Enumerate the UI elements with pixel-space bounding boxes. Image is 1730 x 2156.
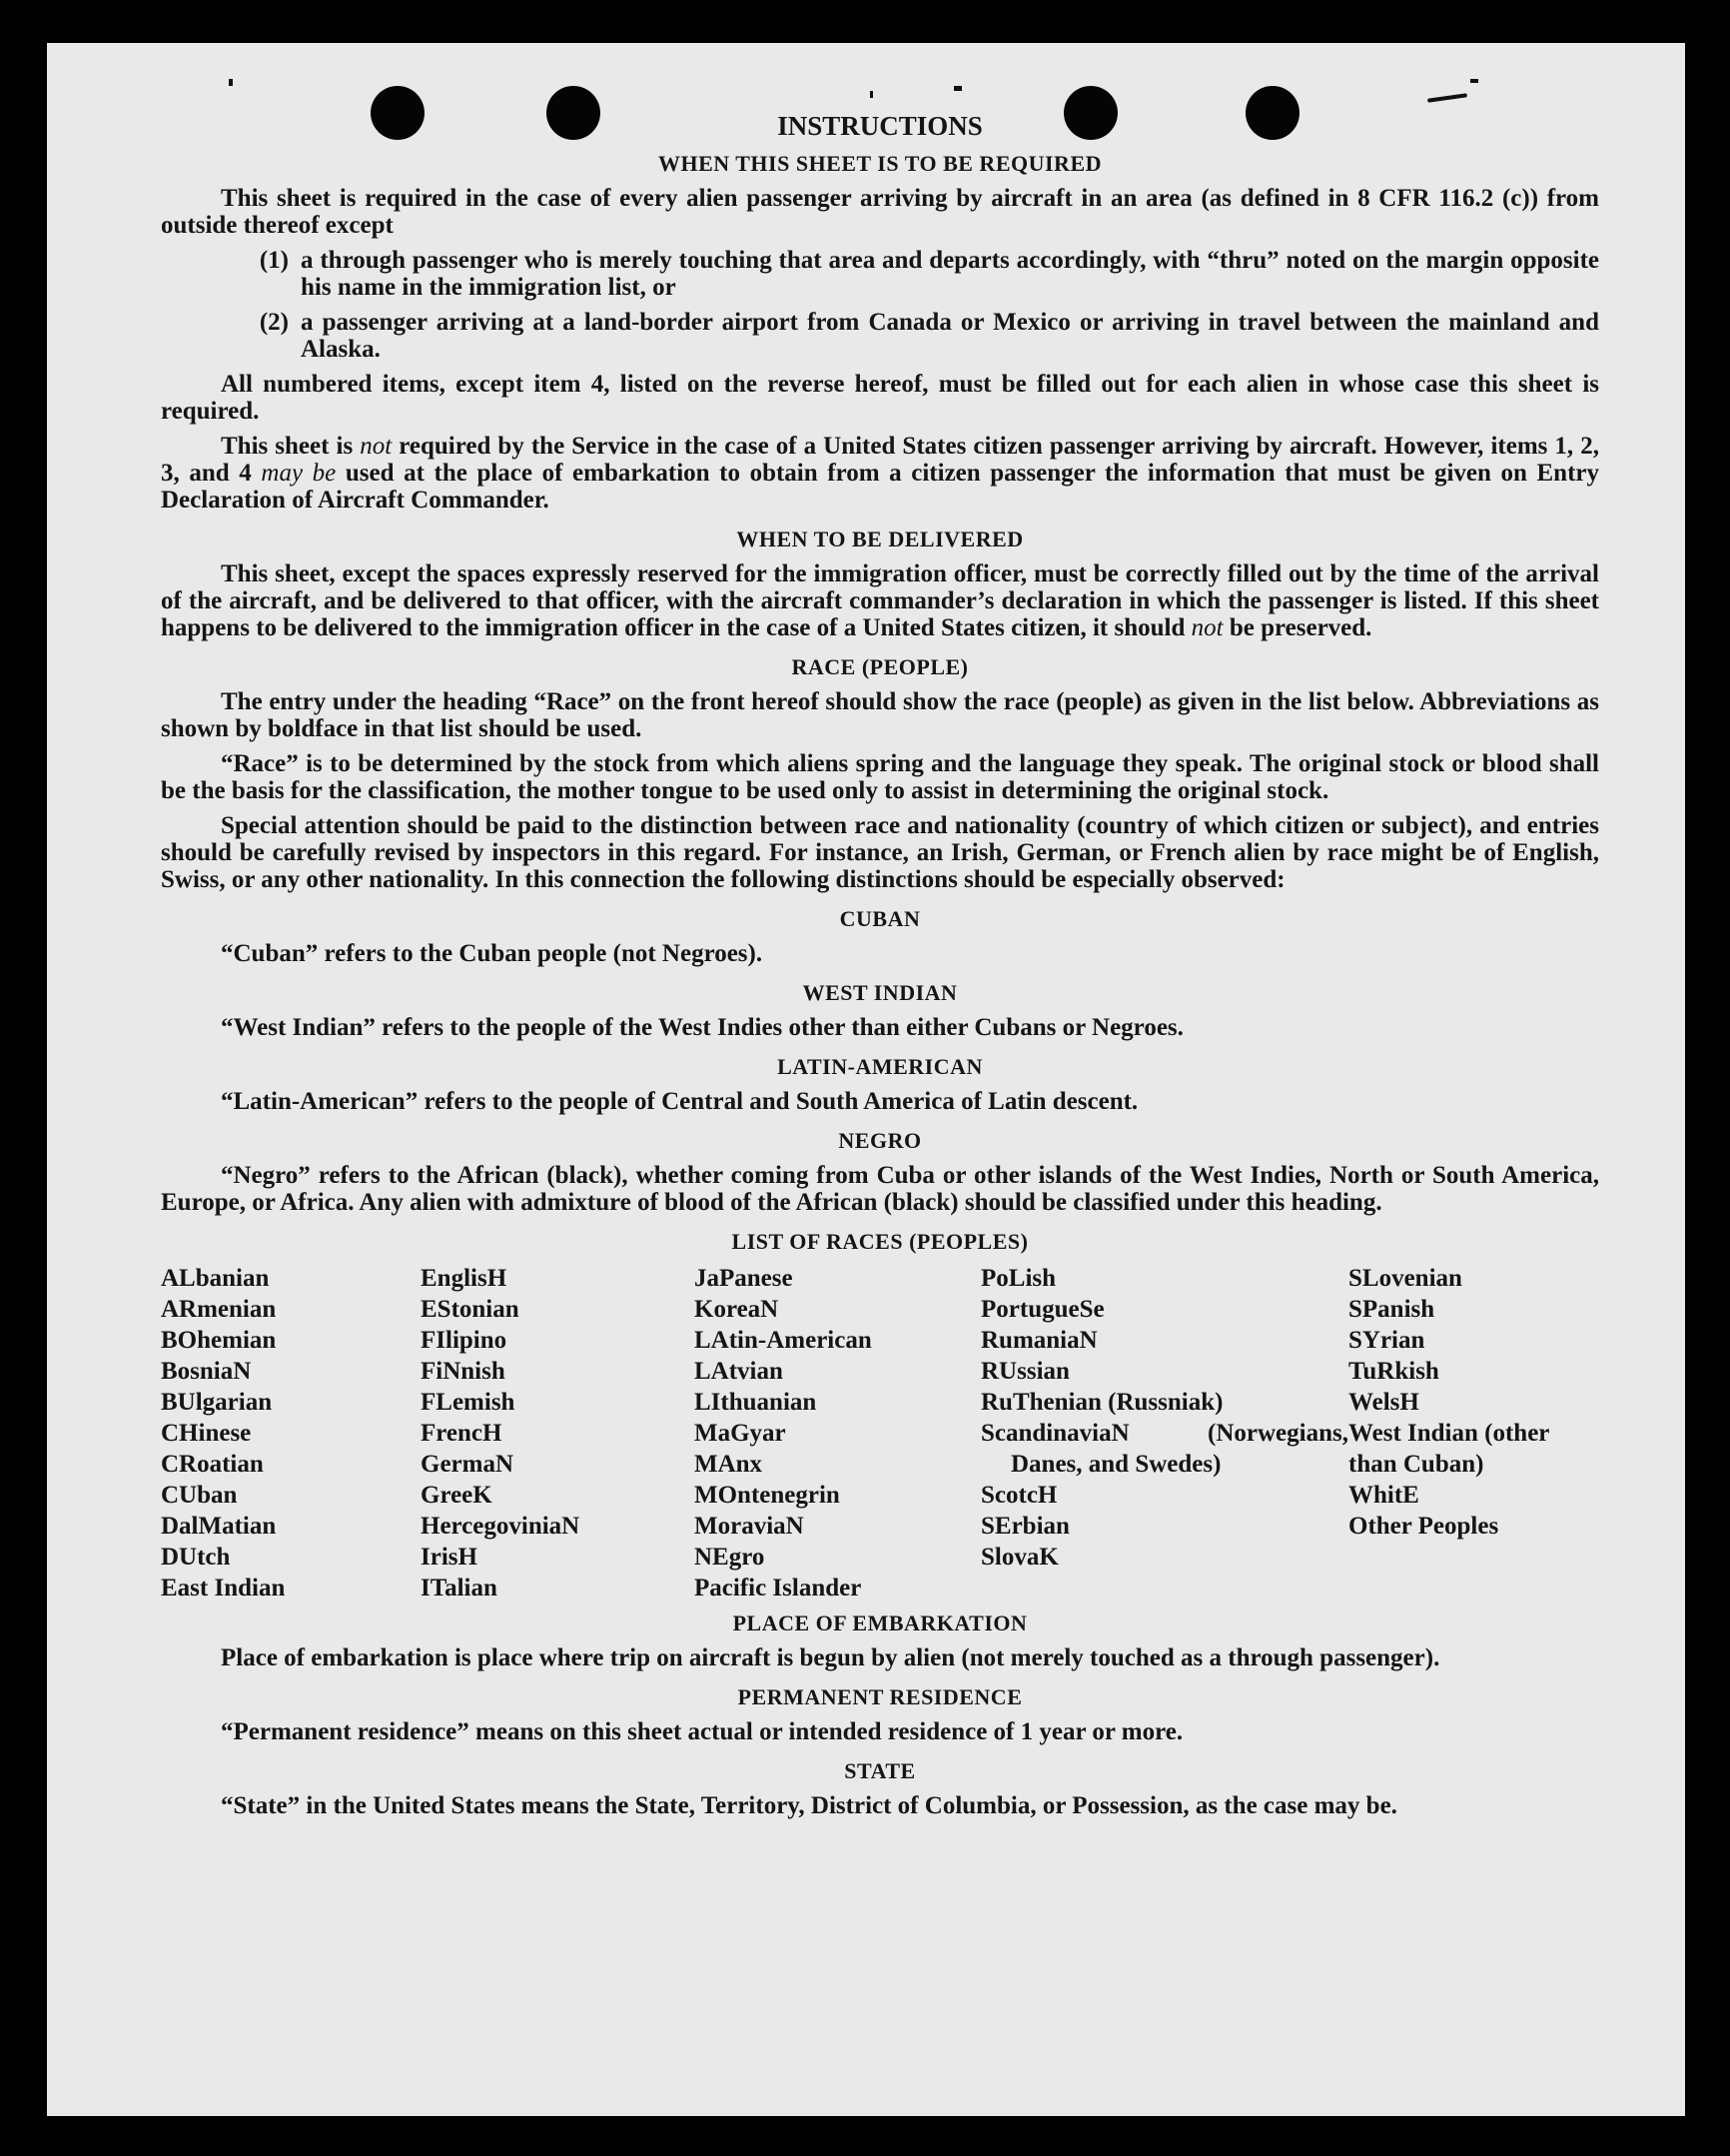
race-item: EnglisH [421,1265,507,1292]
race-item: WhitE [1348,1482,1419,1509]
section-heading-latin-american: LATIN-AMERICAN [777,1054,983,1079]
race-item: GreeK [421,1482,492,1509]
race-item: DalMatian [161,1513,277,1540]
race-item: TuRkish [1348,1358,1439,1385]
print-speck [954,86,962,91]
race-item: BOhemian [161,1327,277,1354]
cuban-definition: “Cuban” refers to the Cuban people (not Negroes). [221,940,763,967]
west-indian-definition: “West Indian” refers to the people of the West Indies other than either Cubans or Negroes. [221,1014,1184,1041]
race-item: CRoatian [161,1451,264,1478]
race-item: KoreaN [694,1296,779,1323]
section-heading-west-indian: WEST INDIAN [802,980,958,1005]
race-item: CHinese [161,1420,252,1447]
page-title: INSTRUCTIONS [777,111,983,141]
race-item: IrisH [421,1544,477,1571]
race-item: MAnx [694,1451,763,1478]
section-heading-delivered: WHEN TO BE DELIVERED [736,527,1024,551]
race-item: MaGyar [694,1420,786,1447]
race-item: LAtvian [694,1358,783,1385]
negro-definition: “Negro” refers to the African (black), whether coming from Cuba or other islands of the West Indies, North or South America, Europe, or Africa. Any alien with admixture of blood of the African (black) should be classified under this heading. [161,1162,1599,1216]
race-item: WelsH [1348,1389,1419,1416]
race-item: RUssian [981,1358,1070,1385]
race-item: EStonian [421,1296,519,1323]
race-item: FIlipino [421,1327,507,1354]
section-heading-residence: PERMANENT RESIDENCE [737,1684,1023,1709]
race-item: BUlgarian [161,1389,273,1416]
race-item: SLovenian [1348,1265,1462,1292]
exception-item: (2) a passenger arriving at a land-border airport from Canada or Mexico or arriving in travel between the mainland and Alaska. [259,309,1599,363]
race-item: ScotcH [981,1482,1058,1509]
race-item: ALbanian [161,1265,270,1292]
instructions-text [161,113,1599,1827]
race-item: NEgro [694,1544,765,1571]
section-heading-cuban: CUBAN [839,906,921,931]
race-item: ITalian [421,1575,497,1602]
section-heading-required: WHEN THIS SHEET IS TO BE REQUIRED [657,151,1103,176]
race-item: FrencH [421,1420,502,1447]
race-item: FLemish [421,1389,515,1416]
residence-definition: “Permanent residence” means on this sheet actual or intended residence of 1 year or more. [221,1718,1184,1745]
latin-american-definition: “Latin-American” refers to the people of Central and South America of Latin descent. [221,1088,1139,1115]
race-item: PoLish [981,1265,1057,1292]
document-page [47,43,1685,2116]
embarkation-definition: Place of embarkation is place where trip on aircraft is begun by alien (not merely touched as a through passenger). [221,1644,1440,1671]
races-column [694,1263,981,1604]
race-item: SlovaK [981,1544,1059,1571]
races-column [421,1263,694,1604]
race-item: ScandinaviaN (Norwegians, Danes, and Swedes) [981,1420,1348,1478]
race-paragraph: The entry under the heading “Race” on the front hereof should show the race (people) as given in the list below. Abbreviations as shown by boldface in that list should be used. [161,688,1599,742]
races-list [161,1263,1599,1604]
races-column [1348,1263,1599,1604]
race-paragraph: “Race” is to be determined by the stock from which aliens spring and the language they speak. The original stock or blood shall be the basis for the classification, the mother tongue to be used only to assist in determining the original stock. [161,750,1599,804]
race-item: LAtin-American [694,1327,872,1354]
race-item: MOntenegrin [694,1482,840,1509]
pen-mark [1427,93,1467,103]
numbered-items-paragraph: All numbered items, except item 4, listed on the reverse hereof, must be filled out for each alien in whose case this sheet is required. [161,371,1599,425]
race-item: GermaN [421,1451,514,1478]
race-item: MoraviaN [694,1513,804,1540]
delivered-paragraph: This sheet, except the spaces expressly reserved for the immigration officer, must be correctly filled out by the time of the arrival of the aircraft, and be delivered to that officer, with the aircraft commander’s declaration in which the passenger is listed. If this sheet happens to be delivered to the immigration officer in the case of a United States citizen, it should not be preserved. [161,560,1599,641]
race-paragraph: Special attention should be paid to the distinction between race and nationality (country of which citizen or subject), and entries should be carefully revised by inspectors in this regard. For instance, an Irish, German, or French alien by race might be of English, Swiss, or any other nationality. In this connection the following distinctions should be especially observed: [161,812,1599,893]
section-heading-race: RACE (PEOPLE) [791,654,969,679]
race-item: Other Peoples [1348,1513,1499,1540]
race-item: West Indian (other than Cuban) [1348,1420,1549,1478]
exception-item: (1) a through passenger who is merely touching that area and departs accordingly, with “thru” noted on the margin opposite his name in the immigration list, or [259,247,1599,301]
print-speck [1470,79,1478,83]
race-item: RumaniaN [981,1327,1098,1354]
race-item: CUban [161,1482,238,1509]
race-item: DUtch [161,1544,231,1571]
race-item: ARmenian [161,1296,277,1323]
race-item: JaPanese [694,1265,793,1292]
citizen-paragraph: This sheet is not required by the Service in the case of a United States citizen passenger arriving by aircraft. However, items 1, 2, 3, and 4 may be used at the place of embarkation to obtain from a citizen passenger the information that must be given on Entry Declaration of Aircraft Commander. [161,433,1600,514]
race-item: Pacific Islander [694,1575,862,1602]
races-column [981,1263,1348,1604]
print-speck [229,79,233,86]
race-item: PortugueSe [981,1296,1105,1323]
section-heading-embarkation: PLACE OF EMBARKATION [732,1611,1028,1635]
section-heading-state: STATE [844,1758,916,1783]
section-heading-races-list: LIST OF RACES (PEOPLES) [731,1229,1029,1254]
required-intro: This sheet is required in the case of every alien passenger arriving by aircraft in an area (as defined in 8 CFR 116.2 (c)) from outside thereof except [161,185,1599,239]
race-item: SYrian [1348,1327,1425,1354]
race-item: RuThenian (Russniak) [981,1389,1224,1416]
section-heading-negro: NEGRO [838,1128,922,1153]
races-column [161,1263,421,1604]
race-item: HercegoviniaN [421,1513,580,1540]
print-speck [870,91,873,98]
race-item: LIthuanian [694,1389,817,1416]
race-item: SErbian [981,1513,1070,1540]
race-item: SPanish [1348,1296,1435,1323]
state-definition: “State” in the United States means the State, Territory, District of Columbia, or Possession, as the case may be. [221,1792,1397,1819]
race-item: FiNnish [421,1358,505,1385]
race-item: BosniaN [161,1358,252,1385]
race-item: East Indian [161,1575,286,1602]
